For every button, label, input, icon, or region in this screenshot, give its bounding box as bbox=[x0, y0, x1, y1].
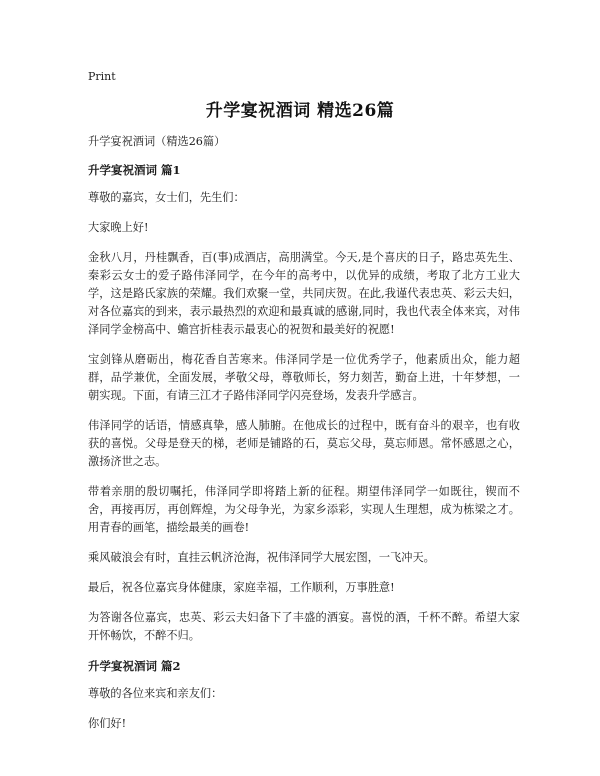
paragraph-final-wishes: 最后，祝各位嘉宾身体健康，家庭幸福，工作顺利，万事胜意! bbox=[88, 581, 395, 594]
paragraph-toast: 为答谢各位嘉宾，忠英、彩云夫妇备下了丰盛的酒宴。喜悦的酒，千杯不醉。希望大家开怀畅饮，不醉不归。 bbox=[88, 611, 520, 642]
paragraph-opening: 金秋八月，丹桂飘香，百(事)成酒店，高朋满堂。今天,是个喜庆的日子，路忠英先生、秦彩云女士的爱子路伟泽同学，在今年的高考中，以优异的成绩，考取了北方工业大学，这是路氏家族的荣耀。我们欢聚一堂，共同庆贺。在此,我谨代表忠英、彩云夫妇，对各位嘉宾的到来，表示最热烈的欢迎和最真诚的感谢,同时，我也代表全体来宾，对伟泽同学金榜高中、蟾宫折桂表示最衷心的祝贺和最美好的祝愿! bbox=[88, 251, 520, 336]
document-subtitle: 升学宴祝酒词（精选26篇） bbox=[88, 135, 226, 148]
section-heading-1: 升学宴祝酒词 篇1 bbox=[88, 163, 181, 177]
paragraph-gratitude: 伟泽同学的话语，情感真挚，感人肺腑。在他成长的过程中，既有奋斗的艰辛，也有收获的喜悦。父母是登天的梯，老师是铺路的石，莫忘父母，莫忘师恩。常怀感恩之心，激扬济世之志。 bbox=[88, 419, 520, 468]
paragraph-praise: 宝剑锋从磨砺出，梅花香自苦寒来。伟泽同学是一位优秀学子，他素质出众，能力超群，品学兼优，全面发展，孝敬父母，尊敬师长，努力刻苦，勤奋上进，十年梦想，一朝实现。下面，有请三江才子路伟泽同学闪亮登场，发表升学感言。 bbox=[88, 353, 520, 402]
print-link[interactable]: Print bbox=[88, 70, 116, 83]
paragraph-expectation: 带着亲朋的殷切嘱托，伟泽同学即将踏上新的征程。期望伟泽同学一如既往，锲而不舍，再接再厉，再创辉煌，为父母争光，为家乡添彩，实现人生理想，成为栋梁之才。用青春的画笔，描绘最美的画卷! bbox=[88, 485, 520, 534]
section-heading-2: 升学宴祝酒词 篇2 bbox=[88, 659, 181, 673]
paragraph-greeting: 大家晚上好! bbox=[88, 221, 149, 234]
paragraph-greeting-2: 你们好! bbox=[88, 717, 127, 730]
paragraph-salutation: 尊敬的嘉宾，女士们，先生们： bbox=[88, 191, 245, 204]
paragraph-blessing: 乘风破浪会有时，直挂云帆济沧海，祝伟泽同学大展宏图，一飞冲天。 bbox=[88, 551, 435, 564]
paragraph-salutation-2: 尊敬的各位来宾和亲友们： bbox=[88, 687, 223, 700]
document-body bbox=[88, 133, 520, 745]
document-title: 升学宴祝酒词 精选26篇 bbox=[205, 101, 395, 121]
